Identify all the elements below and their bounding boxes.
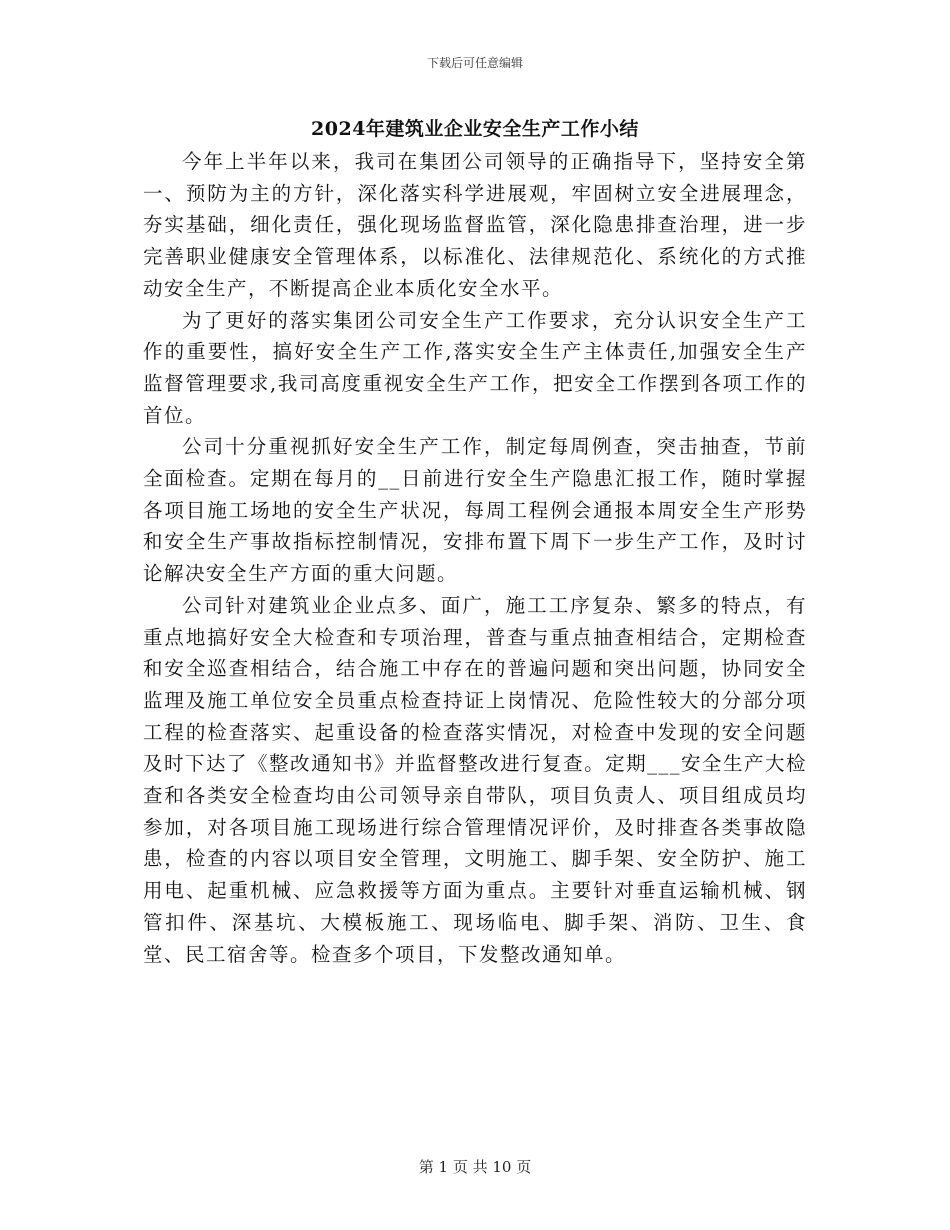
document-body xyxy=(143,146,807,970)
page-header-note: 下载后可任意编辑 xyxy=(426,56,523,70)
paragraph-2: 为了更好的落实集团公司安全生产工作要求，充分认识安全生产工作的重要性，搞好安全生产工作,落实安全生产主体责任,加强安全生产监督管理要求,我司高度重视安全生产工作，把安全工作摆到各项工作的首位。 xyxy=(143,308,807,427)
paragraph-3: 公司十分重视抓好安全生产工作，制定每周例查，突击抽查，节前全面检查。定期在每月的__日前进行安全生产隐患汇报工作，随时掌握各项目施工场地的安全生产状况，每周工程例会通报本周安全生产形势和安全生产事故指标控制情况，安排布置下周下一步生产工作，及时讨论解决安全生产方面的重大问题。 xyxy=(143,435,807,586)
document-title: 2024年建筑业企业安全生产工作小结 xyxy=(311,118,639,140)
page-number: 第 1 页 共 10 页 xyxy=(418,1158,532,1176)
paragraph-1: 今年上半年以来，我司在集团公司领导的正确指导下，坚持安全第一、预防为主的方针，深化落实科学进展观，牢固树立安全进展理念，夯实基础，细化责任，强化现场监督监管，深化隐患排查治理，进一步完善职业健康安全管理体系，以标准化、法律规范化、系统化的方式推动安全生产，不断提高企业本质化安全水平。 xyxy=(143,150,807,300)
paragraph-4: 公司针对建筑业企业点多、面广，施工工序复杂、繁多的特点，有重点地搞好安全大检查和专项治理，普查与重点抽查相结合，定期检查和安全巡查相结合，结合施工中存在的普遍问题和突出问题，协同安全监理及施工单位安全员重点检查持证上岗情况、危险性较大的分部分项工程的检查落实、起重设备的检查落实情况，对检查中发现的安全问题及时下达了《整改通知书》并监督整改进行复查。定期___安全生产大检查和各类安全检查均由公司领导亲自带队，项目负责人、项目组成员均参加，对各项目施工现场进行综合管理情况评价，及时排查各类事故隐患，检查的内容以项目安全管理，文明施工、脚手架、安全防护、施工用电、起重机械、应急救援等方面为重点。主要针对垂直运输机械、钢管扣件、深基坑、大模板施工、现场临电、脚手架、消防、卫生、食堂、民工宿舍等。检查多个项目，下发整改通知单。 xyxy=(143,593,807,966)
